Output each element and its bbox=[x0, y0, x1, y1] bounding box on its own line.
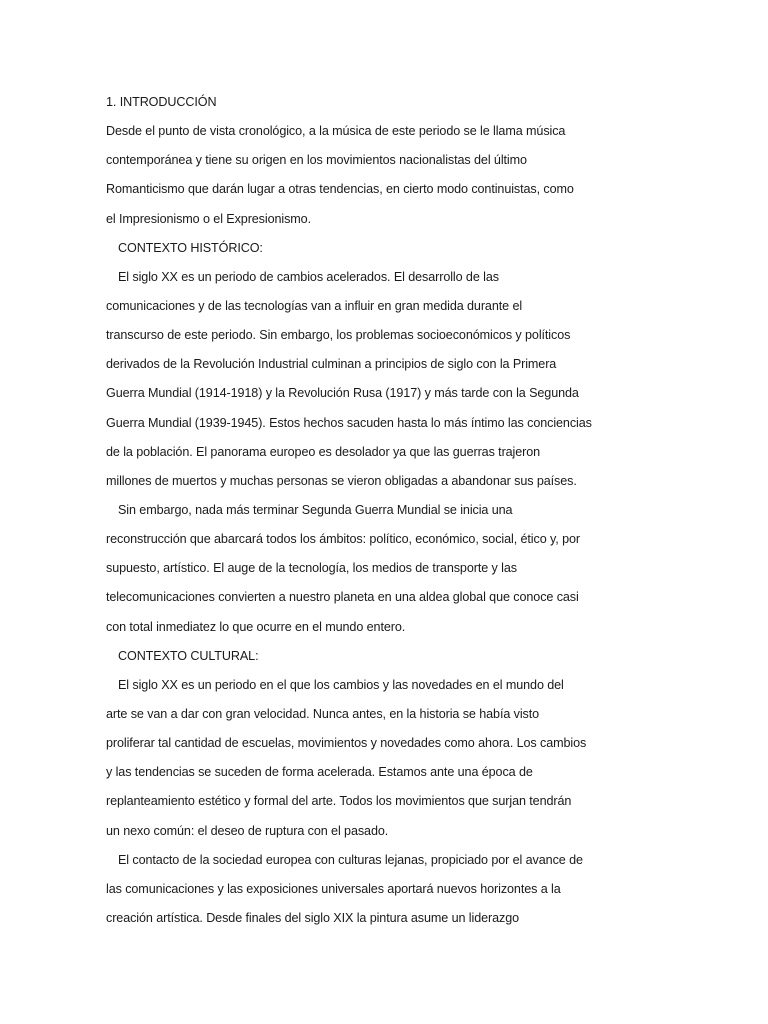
text-line: El siglo XX es un periodo en el que los cambios y las novedades en el mundo del bbox=[118, 677, 564, 692]
text-line: contemporánea y tiene su origen en los movimientos nacionalistas del último bbox=[106, 153, 527, 168]
text-line: millones de muertos y muchas personas se vieron obligadas a abandonar sus países. bbox=[106, 473, 577, 488]
text-line: transcurso de este periodo. Sin embargo, los problemas socioeconómicos y políticos bbox=[106, 328, 571, 343]
text-line: un nexo común: el deseo de ruptura con el pasado. bbox=[106, 823, 389, 838]
text-line: telecomunicaciones convierten a nuestro planeta en una aldea global que conoce casi bbox=[106, 590, 579, 605]
text-line: CONTEXTO CULTURAL: bbox=[118, 648, 259, 663]
text-line: el Impresionismo o el Expresionismo. bbox=[106, 211, 311, 226]
text-line: Romanticismo que darán lugar a otras tendencias, en cierto modo continuistas, como bbox=[106, 182, 574, 197]
text-line: El siglo XX es un periodo de cambios acelerados. El desarrollo de las bbox=[118, 269, 499, 284]
text-line: las comunicaciones y las exposiciones universales aportará nuevos horizontes a la bbox=[106, 881, 561, 896]
text-line: Desde el punto de vista cronológico, a la música de este periodo se le llama música bbox=[106, 124, 566, 139]
text-line: supuesto, artístico. El auge de la tecnología, los medios de transporte y las bbox=[106, 561, 517, 576]
text-line: Guerra Mundial (1939-1945). Estos hechos sacuden hasta lo más íntimo las conciencias bbox=[106, 415, 592, 430]
text-line: comunicaciones y de las tecnologías van a influir en gran medida durante el bbox=[106, 298, 523, 313]
text-line: con total inmediatez lo que ocurre en el mundo entero. bbox=[106, 619, 406, 634]
text-line: reconstrucción que abarcará todos los ámbitos: político, económico, social, ético y, por bbox=[106, 532, 580, 547]
document-body bbox=[106, 88, 626, 933]
text-line: Guerra Mundial (1914-1918) y la Revolución Rusa (1917) y más tarde con la Segunda bbox=[106, 386, 579, 401]
text-line: derivados de la Revolución Industrial culminan a principios de siglo con la Primera bbox=[106, 357, 557, 372]
text-line: Sin embargo, nada más terminar Segunda Guerra Mundial se inicia una bbox=[118, 502, 513, 517]
text-line: creación artística. Desde finales del siglo XIX la pintura asume un liderazgo bbox=[106, 910, 520, 925]
text-line: 1. INTRODUCCIÓN bbox=[106, 95, 217, 109]
text-line: proliferar tal cantidad de escuelas, movimientos y novedades como ahora. Los cambios bbox=[106, 736, 587, 751]
text-line: arte se van a dar con gran velocidad. Nunca antes, en la historia se había visto bbox=[106, 706, 540, 721]
text-line: CONTEXTO HISTÓRICO: bbox=[118, 240, 263, 255]
text-line: y las tendencias se suceden de forma acelerada. Estamos ante una época de bbox=[106, 765, 533, 780]
text-line: El contacto de la sociedad europea con culturas lejanas, propiciado por el avance de bbox=[118, 852, 583, 867]
text-line: de la población. El panorama europeo es desolador ya que las guerras trajeron bbox=[106, 444, 541, 459]
text-line: replanteamiento estético y formal del arte. Todos los movimientos que surjan tendrán bbox=[106, 794, 572, 809]
